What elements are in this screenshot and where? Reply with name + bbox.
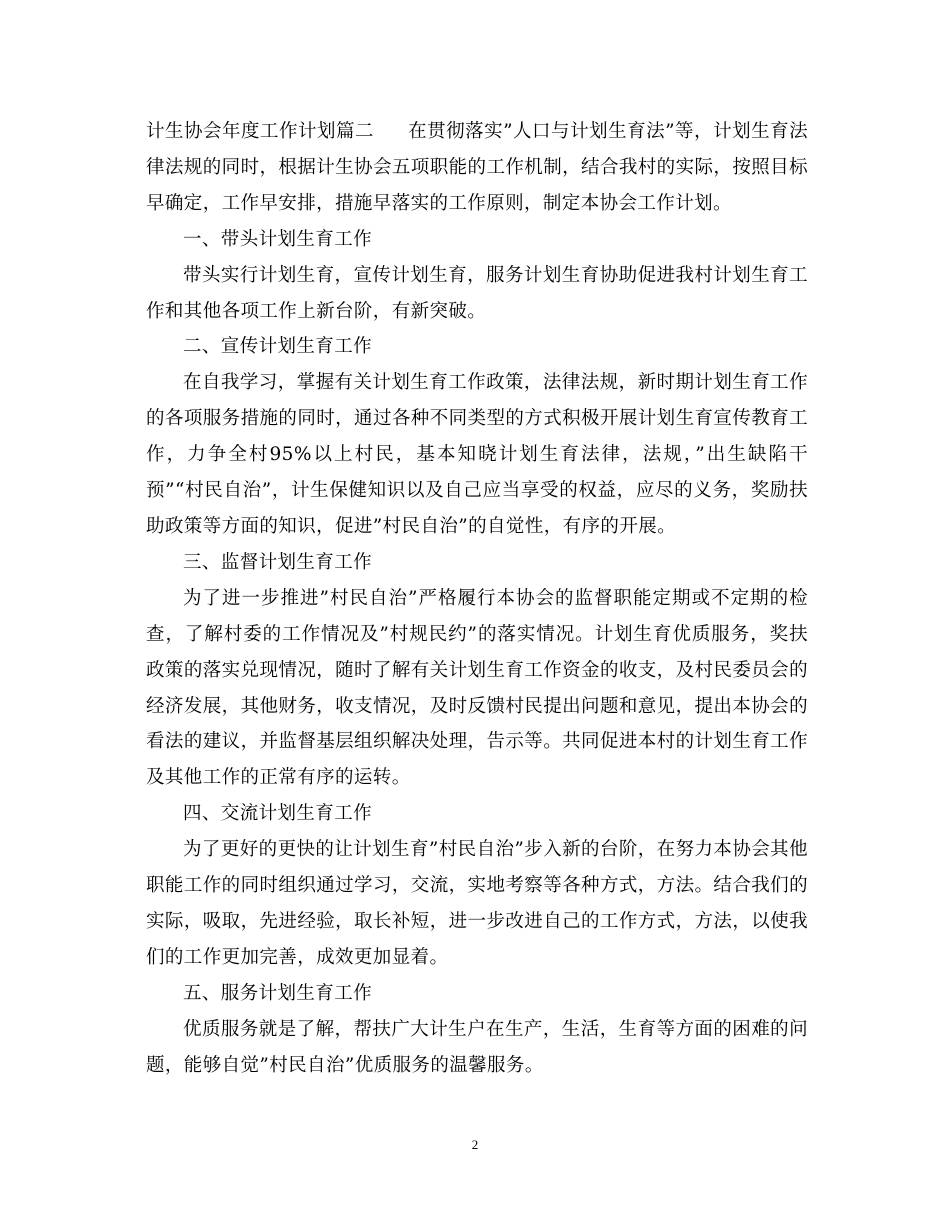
section-heading-5: 五、服务计划生育工作	[183, 982, 373, 1004]
intro-paragraph	[146, 114, 808, 222]
intro-text: 在贯彻落实”人口与计划生育法”等，计划生育法律法规的同时，根据计生协会五项职能的工作机制，结合我村的实际，按照目标早确定，工作早安排，措施早落实的工作原则，制定本协会工作计划。	[146, 121, 808, 214]
section-body-4: 为了更好的更快的让计划生育”村民自治”步入新的台阶，在努力本协会其他职能工作的同时组织通过学习，交流，实地考察等各种方式，方法。结合我们的实际，吸取，先进经验，取长补短，进一步改进自己的工作方式，方法，以使我们的工作更加完善，成效更加显着。	[146, 839, 808, 968]
section-body-1: 带头实行计划生育，宣传计划生育，服务计划生育协助促进我村计划生育工作和其他各项工作上新台阶，有新突破。	[146, 264, 808, 322]
page-number: 2	[471, 1137, 479, 1152]
section-body-3: 为了进一步推进”村民自治”严格履行本协会的监督职能定期或不定期的检查，了解村委的工作情况及”村规民约”的落实情况。计划生育优质服务，奖扶政策的落实兑现情况，随时了解有关计划生育工作资金的收支，及村民委员会的经济发展，其他财务，收支情况，及时反馈村民提出问题和意见，提出本协会的看法的建议，并监督基层组织解决处理，告示等。共同促进本村的计划生育工作及其他工作的正常有序的运转。	[146, 587, 808, 789]
section-heading-3: 三、监督计划生育工作	[183, 551, 373, 573]
section-heading-1: 一、带头计划生育工作	[183, 228, 373, 250]
section-body-2: 在自我学习，掌握有关计划生育工作政策，法律法规，新时期计划生育工作的各项服务措施的同时，通过各种不同类型的方式积极开展计划生育宣传教育工作，力争全村95%以上村民，基本知晓计划生育法律，法规，”出生缺陷干预”“村民自治”，计生保健知识以及自己应当享受的权益，应尽的义务，奖励扶助政策等方面的知识，促进”村民自治”的自觉性，有序的开展。	[146, 372, 808, 537]
section-heading-4: 四、交流计划生育工作	[183, 803, 373, 825]
document-title: 计生协会年度工作计划篇二	[146, 121, 375, 142]
section-body-5: 优质服务就是了解，帮扶广大计生户在生产，生活，生育等方面的困难的问题，能够自觉”村民自治”优质服务的温馨服务。	[146, 1018, 808, 1076]
document-body	[146, 114, 808, 1083]
section-heading-2: 二、宣传计划生育工作	[183, 336, 373, 358]
